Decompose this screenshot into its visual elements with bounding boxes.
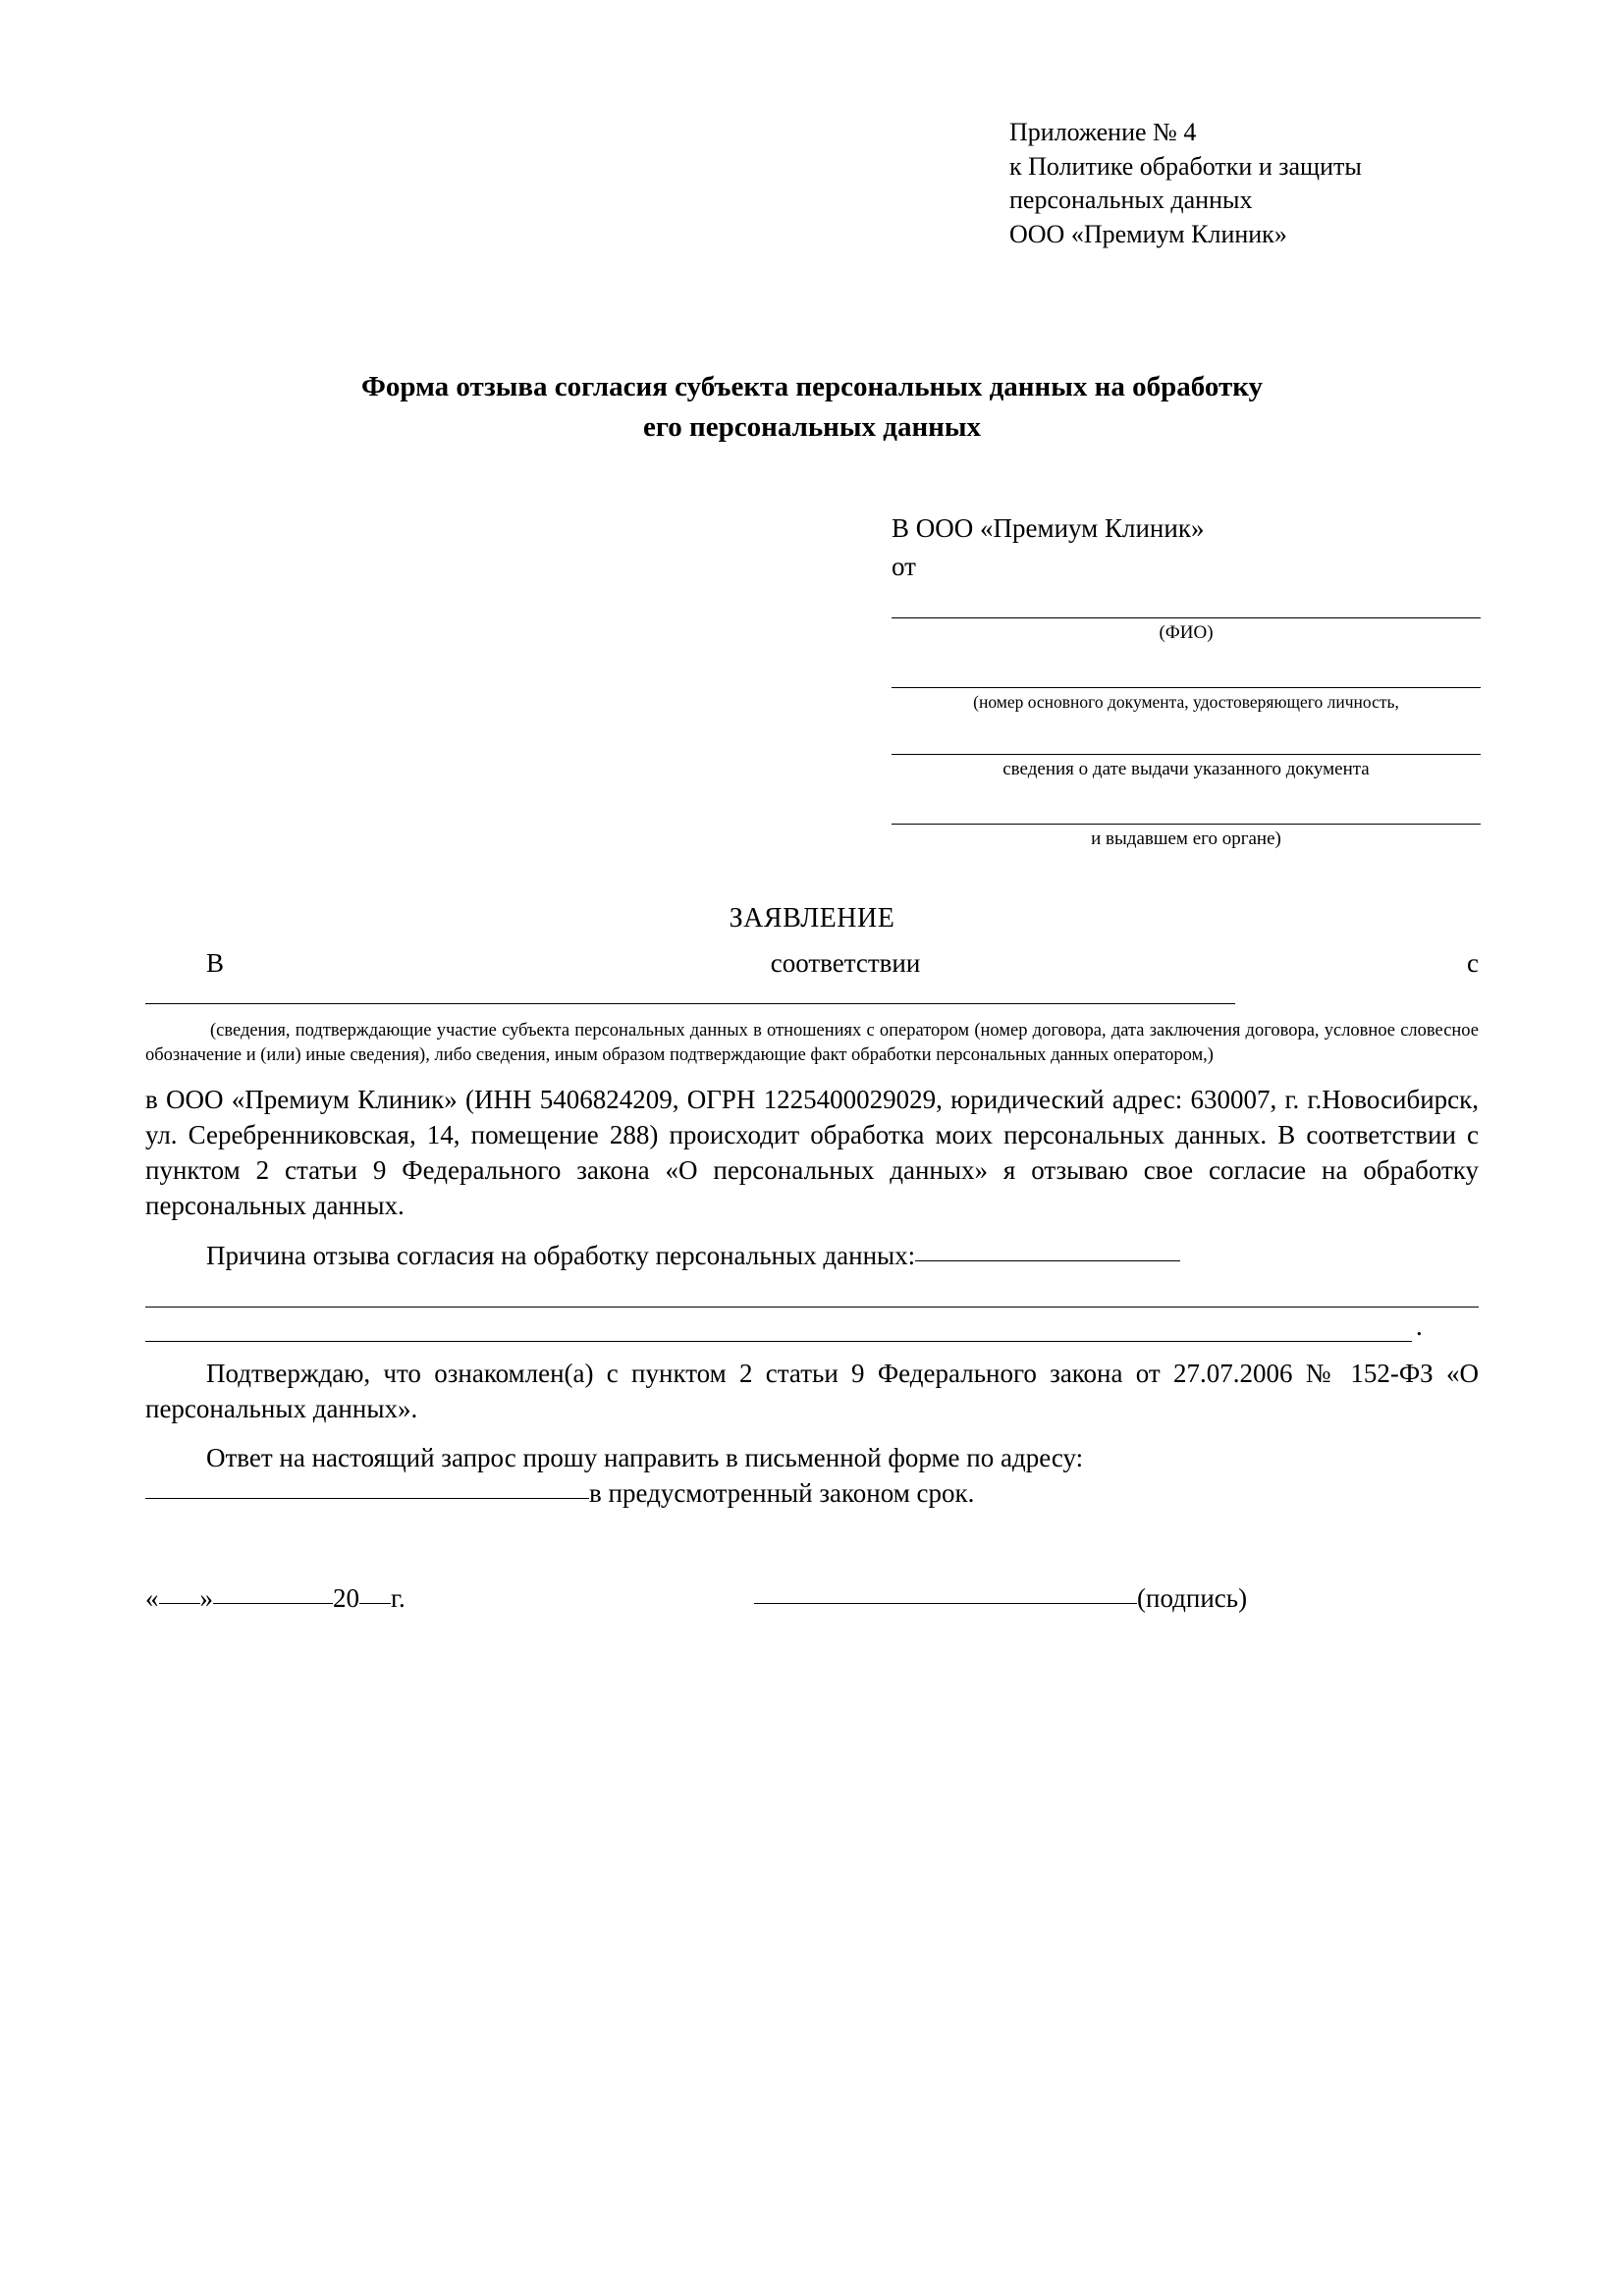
reason-label: Причина отзыва согласия на обработку персональных данных: bbox=[206, 1240, 916, 1270]
document-issuer-caption: и выдавшем его органе) bbox=[1091, 828, 1281, 850]
document-number-input-line[interactable] bbox=[892, 658, 1481, 688]
fio-caption: (ФИО) bbox=[1159, 621, 1214, 643]
answer-paragraph bbox=[145, 1440, 1479, 1475]
date-year-suffix: г. bbox=[391, 1583, 406, 1614]
statement-heading: ЗАЯВЛЕНИЕ bbox=[729, 902, 895, 934]
reason-input-line-3[interactable] bbox=[145, 1308, 1412, 1342]
statement-main-paragraph: в ООО «Премиум Клиник» (ИНН 5406824209, ОГРН 1225400029029, юридический адрес: 630007, г. г.Новосибирск, ул. Серебренниковская, 14, помещение 288) происходит обработка моих персональных данных. В соответствии с пунктом 2 статьи 9 Федерального закона «О персональных данных» я отзываю свое согласие на обработку персональных данных. bbox=[145, 1084, 1479, 1221]
document-date-input-line[interactable] bbox=[892, 724, 1481, 755]
statement-note-text: (сведения, подтверждающие участие субъекта персональных данных в отношениях с оператором (номер договора, дата заключения договора, условное словесное обозначение и (или) иные сведения), либо сведения, иным образом подтверждающие факт обработки персональных данных оператором,) bbox=[145, 1020, 1479, 1065]
document-number-caption: (номер основного документа, удостоверяющего личность, bbox=[973, 691, 1399, 712]
date-month-input-line[interactable] bbox=[213, 1603, 333, 1604]
date-day-input-line[interactable] bbox=[159, 1603, 200, 1604]
appendix-header-line-4: ООО «Премиум Клиник» bbox=[1009, 219, 1287, 248]
appendix-header-line-1: Приложение № 4 bbox=[1009, 118, 1197, 146]
signature-field[interactable] bbox=[754, 1583, 1479, 1614]
page-title-line-1: Форма отзыва согласия субъекта персональных данных на обработку bbox=[360, 371, 1263, 403]
document-issuer-input-line[interactable] bbox=[892, 794, 1481, 825]
statement-intro-row bbox=[145, 946, 1479, 1017]
reason-label-row bbox=[145, 1238, 1479, 1273]
addressee-organization: В ООО «Премиум Клиник» bbox=[892, 512, 1205, 543]
confirm-paragraph-text: Подтверждаю, что ознакомлен(а) с пунктом 2 статьи 9 Федерального закона от 27.07.2006 № 152-ФЗ «О персональных данных». bbox=[145, 1358, 1479, 1423]
appendix-header-line-2: к Политике обработки и защиты bbox=[1009, 151, 1362, 181]
date-close-quote: » bbox=[199, 1583, 213, 1614]
date-year-input-line[interactable] bbox=[359, 1603, 391, 1604]
date-field[interactable] bbox=[145, 1583, 754, 1614]
reason-input-line-3-row bbox=[145, 1308, 1479, 1342]
signature-label: (подпись) bbox=[1137, 1583, 1248, 1614]
document-date-caption: сведения о дате выдачи указанного документа bbox=[1002, 759, 1370, 780]
page-title bbox=[145, 367, 1479, 448]
confirm-paragraph bbox=[145, 1356, 1479, 1426]
statement-intro-label: В соответствии с bbox=[206, 947, 1479, 978]
answer-address-row bbox=[145, 1475, 1479, 1511]
reason-tail: . bbox=[1416, 1310, 1423, 1341]
date-year-prefix: 20 bbox=[333, 1583, 359, 1614]
signature-input-line[interactable] bbox=[754, 1603, 1137, 1604]
answer-tail: в предусмотренный законом срок. bbox=[589, 1478, 975, 1509]
statement-intro-input-line[interactable] bbox=[145, 1003, 1235, 1004]
page-title-line-2: его персональных данных bbox=[642, 411, 982, 444]
answer-address-input-line[interactable] bbox=[145, 1498, 589, 1499]
appendix-header bbox=[1009, 116, 1479, 251]
reason-input-line-1[interactable] bbox=[915, 1260, 1180, 1261]
fio-input-line[interactable] bbox=[892, 588, 1481, 618]
addressee-from-label: от bbox=[892, 551, 916, 581]
signature-row bbox=[145, 1583, 1479, 1614]
appendix-header-line-3: персональных данных bbox=[1009, 186, 1253, 215]
answer-paragraph-text: Ответ на настоящий запрос прошу направить в письменной форме по адресу: bbox=[206, 1443, 1084, 1473]
statement-note bbox=[145, 1019, 1479, 1068]
date-open-quote: « bbox=[145, 1583, 159, 1614]
reason-input-line-2[interactable] bbox=[145, 1273, 1479, 1308]
addressee-block bbox=[892, 509, 1481, 852]
